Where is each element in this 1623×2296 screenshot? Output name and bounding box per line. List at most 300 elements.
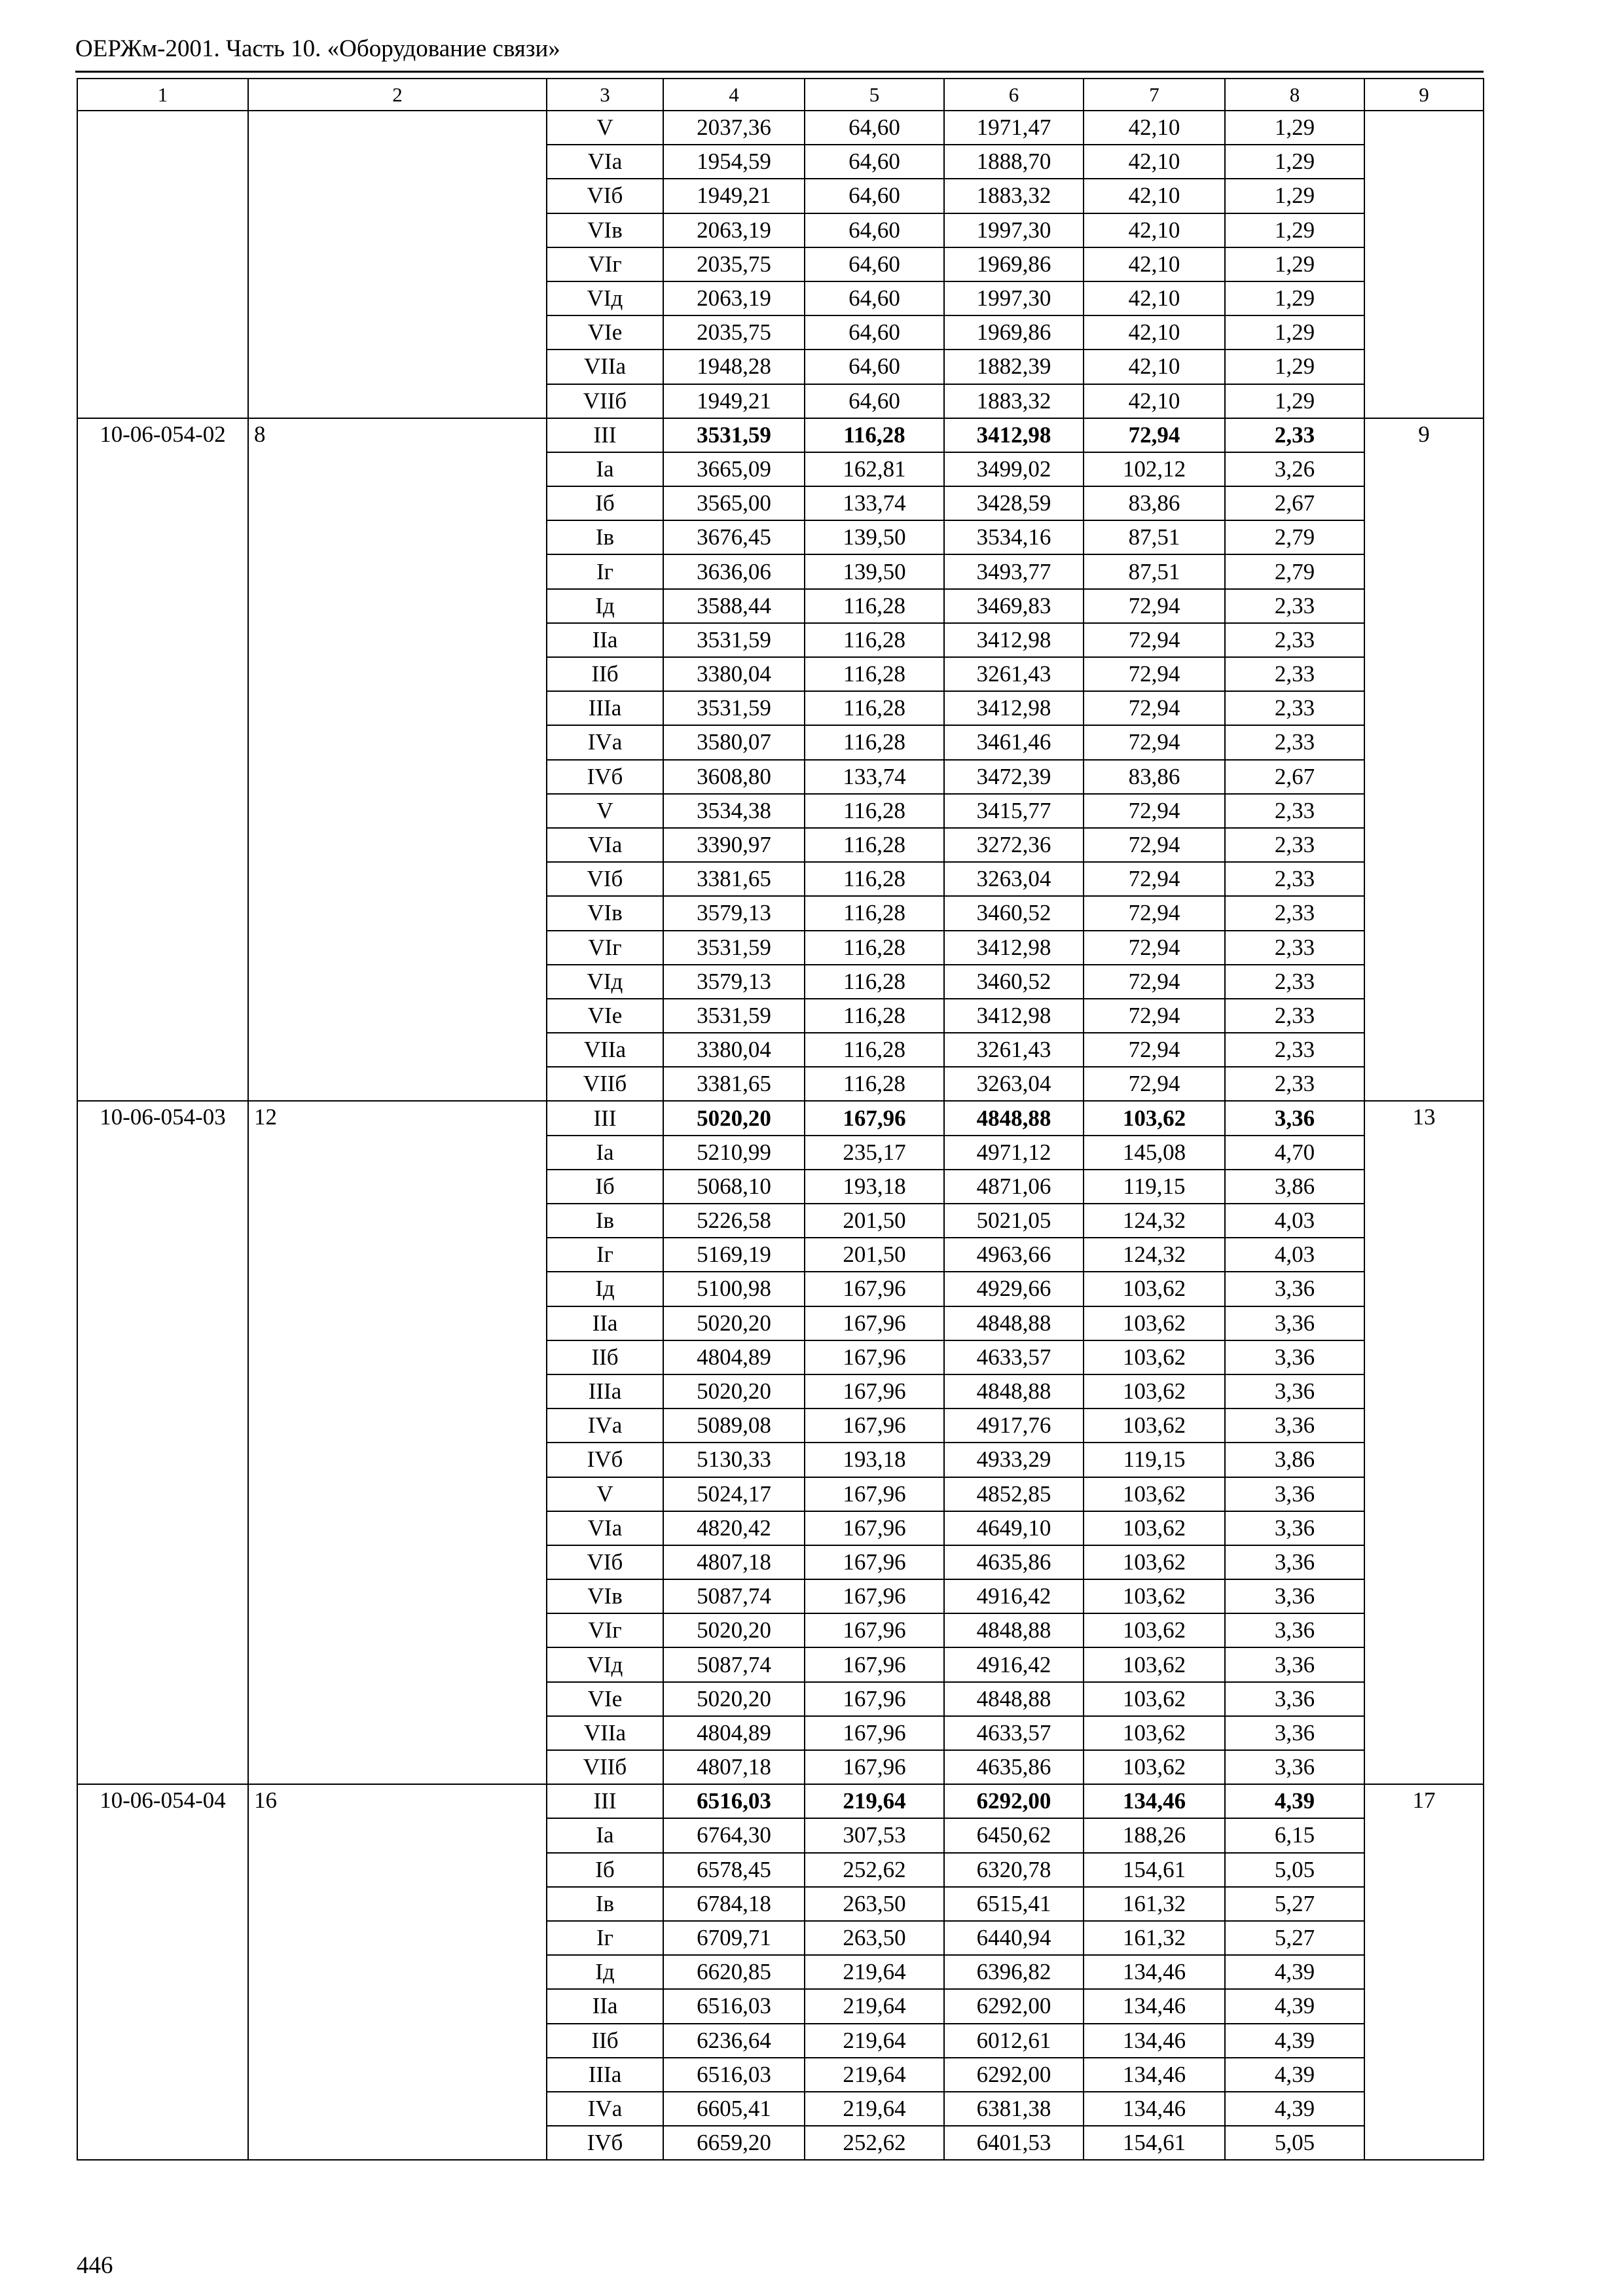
value-cell: 42,10 (1084, 111, 1225, 145)
value-cell: 116,28 (805, 725, 944, 759)
zone-cell: VIе (547, 315, 663, 350)
value-cell: 139,50 (805, 554, 944, 588)
value-cell: 6440,94 (944, 1921, 1084, 1955)
value-cell: 6659,20 (663, 2126, 805, 2160)
value-cell: 6516,03 (663, 2058, 805, 2092)
value-cell: 3412,98 (944, 623, 1084, 657)
column-2-cell (248, 111, 547, 418)
value-cell: 3,36 (1225, 1682, 1364, 1716)
value-cell: 87,51 (1084, 554, 1225, 588)
value-cell: 4,70 (1225, 1136, 1364, 1170)
zone-cell: VIд (547, 281, 663, 315)
value-cell: 6516,03 (663, 1989, 805, 2023)
zone-cell: VIе (547, 999, 663, 1033)
value-cell: 116,28 (805, 794, 944, 828)
value-cell: 1948,28 (663, 350, 805, 384)
value-cell: 3665,09 (663, 452, 805, 486)
value-cell: 3,86 (1225, 1170, 1364, 1204)
value-cell: 103,62 (1084, 1579, 1225, 1613)
zone-cell: VIд (547, 965, 663, 999)
value-cell: 167,96 (805, 1374, 944, 1408)
value-cell: 4635,86 (944, 1750, 1084, 1784)
header-rule (75, 71, 1484, 73)
value-cell: 1,29 (1225, 315, 1364, 350)
value-cell: 2063,19 (663, 213, 805, 247)
zone-cell: Iа (547, 1818, 663, 1852)
value-cell: 2035,75 (663, 315, 805, 350)
value-cell: 2,33 (1225, 1067, 1364, 1101)
value-cell: 124,32 (1084, 1204, 1225, 1238)
value-cell: 72,94 (1084, 965, 1225, 999)
value-cell: 6012,61 (944, 2024, 1084, 2058)
column-number-row (77, 79, 1484, 111)
zone-cell: Iв (547, 520, 663, 554)
value-cell: 1,29 (1225, 350, 1364, 384)
zone-cell: Iг (547, 1238, 663, 1272)
value-cell: 4848,88 (944, 1306, 1084, 1340)
value-cell: 124,32 (1084, 1238, 1225, 1272)
value-cell: 4807,18 (663, 1750, 805, 1784)
value-cell: 3499,02 (944, 452, 1084, 486)
value-cell: 3,36 (1225, 1613, 1364, 1647)
value-cell: 4,39 (1225, 2058, 1364, 2092)
value-cell: 5089,08 (663, 1408, 805, 1443)
value-cell: 3531,59 (663, 418, 805, 452)
value-cell: 3261,43 (944, 1033, 1084, 1067)
value-cell: 1,29 (1225, 213, 1364, 247)
zone-cell: Iд (547, 589, 663, 623)
value-cell: 103,62 (1084, 1306, 1225, 1340)
value-cell: 3588,44 (663, 589, 805, 623)
zone-cell: VIIб (547, 1067, 663, 1101)
value-cell: 4848,88 (944, 1682, 1084, 1716)
value-cell: 4971,12 (944, 1136, 1084, 1170)
value-cell: 134,46 (1084, 2058, 1225, 2092)
zone-cell: Iд (547, 1272, 663, 1306)
value-cell: 3531,59 (663, 691, 805, 725)
value-cell: 83,86 (1084, 760, 1225, 794)
value-cell: 72,94 (1084, 862, 1225, 896)
value-cell: 3381,65 (663, 1067, 805, 1101)
value-cell: 134,46 (1084, 2092, 1225, 2126)
value-cell: 3493,77 (944, 554, 1084, 588)
value-cell: 2,79 (1225, 520, 1364, 554)
value-cell: 4848,88 (944, 1613, 1084, 1647)
zone-cell: VIв (547, 213, 663, 247)
value-cell: 133,74 (805, 760, 944, 794)
value-cell: 252,62 (805, 1853, 944, 1887)
value-cell: 102,12 (1084, 452, 1225, 486)
value-cell: 162,81 (805, 452, 944, 486)
value-cell: 4929,66 (944, 1272, 1084, 1306)
value-cell: 154,61 (1084, 2126, 1225, 2160)
value-cell: 2,33 (1225, 931, 1364, 965)
value-cell: 5020,20 (663, 1682, 805, 1716)
value-cell: 64,60 (805, 145, 944, 179)
value-cell: 119,15 (1084, 1170, 1225, 1204)
value-cell: 3,36 (1225, 1340, 1364, 1374)
value-cell: 6515,41 (944, 1887, 1084, 1921)
value-cell: 4633,57 (944, 1716, 1084, 1750)
value-cell: 3469,83 (944, 589, 1084, 623)
value-cell: 5024,17 (663, 1477, 805, 1511)
value-cell: 5100,98 (663, 1272, 805, 1306)
value-cell: 3,36 (1225, 1306, 1364, 1340)
value-cell: 103,62 (1084, 1511, 1225, 1545)
value-cell: 4916,42 (944, 1579, 1084, 1613)
value-cell: 72,94 (1084, 896, 1225, 930)
column-9-cell: 17 (1364, 1784, 1484, 2160)
value-cell: 3,26 (1225, 452, 1364, 486)
value-cell: 263,50 (805, 1921, 944, 1955)
value-cell: 3261,43 (944, 657, 1084, 691)
value-cell: 42,10 (1084, 179, 1225, 213)
zone-cell: VIе (547, 1682, 663, 1716)
value-cell: 103,62 (1084, 1647, 1225, 1681)
zone-cell: VIа (547, 1511, 663, 1545)
value-cell: 72,94 (1084, 725, 1225, 759)
value-cell: 4963,66 (944, 1238, 1084, 1272)
value-cell: 161,32 (1084, 1887, 1225, 1921)
zone-cell: IIIа (547, 691, 663, 725)
value-cell: 116,28 (805, 623, 944, 657)
column-number-5: 5 (805, 79, 944, 111)
zone-cell: IVа (547, 1408, 663, 1443)
zone-cell: IVб (547, 2126, 663, 2160)
value-cell: 3412,98 (944, 931, 1084, 965)
value-cell: 201,50 (805, 1238, 944, 1272)
value-cell: 3636,06 (663, 554, 805, 588)
value-cell: 5226,58 (663, 1204, 805, 1238)
value-cell: 6578,45 (663, 1853, 805, 1887)
zone-cell: VIг (547, 931, 663, 965)
zone-cell: IIIа (547, 1374, 663, 1408)
resource-code-cell: 10-06-054-02 (77, 418, 248, 1102)
value-cell: 3,36 (1225, 1374, 1364, 1408)
value-cell: 64,60 (805, 315, 944, 350)
value-cell: 116,28 (805, 862, 944, 896)
value-cell: 116,28 (805, 1067, 944, 1101)
value-cell: 3,36 (1225, 1750, 1364, 1784)
value-cell: 3580,07 (663, 725, 805, 759)
value-cell: 42,10 (1084, 384, 1225, 418)
value-cell: 1969,86 (944, 247, 1084, 281)
value-cell: 167,96 (805, 1340, 944, 1374)
value-cell: 1,29 (1225, 384, 1364, 418)
column-number-8: 8 (1225, 79, 1364, 111)
value-cell: 72,94 (1084, 1033, 1225, 1067)
value-cell: 103,62 (1084, 1101, 1225, 1135)
value-cell: 5210,99 (663, 1136, 805, 1170)
column-2-cell: 12 (248, 1101, 547, 1784)
value-cell: 103,62 (1084, 1477, 1225, 1511)
value-cell: 6450,62 (944, 1818, 1084, 1852)
value-cell: 116,28 (805, 589, 944, 623)
value-cell: 193,18 (805, 1443, 944, 1477)
value-cell: 6620,85 (663, 1955, 805, 1989)
value-cell: 116,28 (805, 931, 944, 965)
value-cell: 3263,04 (944, 1067, 1084, 1101)
value-cell: 72,94 (1084, 828, 1225, 862)
zone-cell: Iа (547, 1136, 663, 1170)
value-cell: 6,15 (1225, 1818, 1364, 1852)
value-cell: 3,36 (1225, 1545, 1364, 1579)
value-cell: 5087,74 (663, 1647, 805, 1681)
value-cell: 6605,41 (663, 2092, 805, 2126)
value-cell: 4804,89 (663, 1340, 805, 1374)
value-cell: 3534,38 (663, 794, 805, 828)
value-cell: 4804,89 (663, 1716, 805, 1750)
zone-cell: VIг (547, 1613, 663, 1647)
value-cell: 5020,20 (663, 1306, 805, 1340)
resource-code-cell (77, 111, 248, 418)
value-cell: 2,33 (1225, 657, 1364, 691)
table-row (77, 1101, 1484, 1135)
zone-cell: VIIб (547, 1750, 663, 1784)
value-cell: 3608,80 (663, 760, 805, 794)
value-cell: 3380,04 (663, 657, 805, 691)
value-cell: 6516,03 (663, 1784, 805, 1818)
value-cell: 154,61 (1084, 1853, 1225, 1887)
value-cell: 3381,65 (663, 862, 805, 896)
value-cell: 64,60 (805, 179, 944, 213)
value-cell: 2037,36 (663, 111, 805, 145)
zone-cell: VIг (547, 247, 663, 281)
zone-cell: Iг (547, 1921, 663, 1955)
value-cell: 2,33 (1225, 725, 1364, 759)
value-cell: 4,03 (1225, 1238, 1364, 1272)
value-cell: 4933,29 (944, 1443, 1084, 1477)
value-cell: 3565,00 (663, 486, 805, 520)
zone-cell: IIIа (547, 2058, 663, 2092)
value-cell: 5,27 (1225, 1921, 1364, 1955)
resource-code-cell: 10-06-054-03 (77, 1101, 248, 1784)
zone-cell: III (547, 1784, 663, 1818)
value-cell: 3,36 (1225, 1716, 1364, 1750)
column-number-2: 2 (248, 79, 547, 111)
zone-cell: IVа (547, 2092, 663, 2126)
value-cell: 2,33 (1225, 418, 1364, 452)
value-cell: 6709,71 (663, 1921, 805, 1955)
value-cell: 2,33 (1225, 691, 1364, 725)
value-cell: 219,64 (805, 2058, 944, 2092)
value-cell: 3,36 (1225, 1408, 1364, 1443)
value-cell: 116,28 (805, 828, 944, 862)
page-number: 446 (77, 2252, 113, 2279)
zone-cell: III (547, 418, 663, 452)
value-cell: 103,62 (1084, 1750, 1225, 1784)
value-cell: 116,28 (805, 1033, 944, 1067)
value-cell: 64,60 (805, 111, 944, 145)
value-cell: 64,60 (805, 350, 944, 384)
value-cell: 6764,30 (663, 1818, 805, 1852)
value-cell: 5087,74 (663, 1579, 805, 1613)
value-cell: 64,60 (805, 247, 944, 281)
column-9-cell (1364, 111, 1484, 418)
value-cell: 4,03 (1225, 1204, 1364, 1238)
value-cell: 2063,19 (663, 281, 805, 315)
value-cell: 3,36 (1225, 1579, 1364, 1613)
value-cell: 235,17 (805, 1136, 944, 1170)
value-cell: 219,64 (805, 2092, 944, 2126)
value-cell: 5021,05 (944, 1204, 1084, 1238)
value-cell: 1949,21 (663, 384, 805, 418)
value-cell: 167,96 (805, 1613, 944, 1647)
value-cell: 5,05 (1225, 1853, 1364, 1887)
value-cell: 4,39 (1225, 2024, 1364, 2058)
value-cell: 6292,00 (944, 1784, 1084, 1818)
value-cell: 2,67 (1225, 486, 1364, 520)
rates-table (77, 78, 1484, 2161)
value-cell: 72,94 (1084, 999, 1225, 1033)
value-cell: 3380,04 (663, 1033, 805, 1067)
zone-cell: V (547, 794, 663, 828)
value-cell: 167,96 (805, 1101, 944, 1135)
value-cell: 3263,04 (944, 862, 1084, 896)
value-cell: 103,62 (1084, 1408, 1225, 1443)
zone-cell: VIв (547, 896, 663, 930)
value-cell: 87,51 (1084, 520, 1225, 554)
value-cell: 42,10 (1084, 315, 1225, 350)
value-cell: 4852,85 (944, 1477, 1084, 1511)
value-cell: 167,96 (805, 1682, 944, 1716)
value-cell: 4848,88 (944, 1374, 1084, 1408)
value-cell: 4633,57 (944, 1340, 1084, 1374)
value-cell: 103,62 (1084, 1682, 1225, 1716)
value-cell: 3676,45 (663, 520, 805, 554)
value-cell: 42,10 (1084, 247, 1225, 281)
value-cell: 72,94 (1084, 931, 1225, 965)
value-cell: 6396,82 (944, 1955, 1084, 1989)
zone-cell: Iв (547, 1887, 663, 1921)
value-cell: 193,18 (805, 1170, 944, 1204)
value-cell: 116,28 (805, 999, 944, 1033)
value-cell: 2,33 (1225, 1033, 1364, 1067)
value-cell: 167,96 (805, 1647, 944, 1681)
column-2-cell: 16 (248, 1784, 547, 2160)
value-cell: 64,60 (805, 281, 944, 315)
value-cell: 3460,52 (944, 896, 1084, 930)
value-cell: 219,64 (805, 1955, 944, 1989)
value-cell: 4848,88 (944, 1101, 1084, 1135)
value-cell: 5169,19 (663, 1238, 805, 1272)
zone-cell: IVа (547, 725, 663, 759)
value-cell: 3531,59 (663, 931, 805, 965)
zone-cell: VIб (547, 179, 663, 213)
value-cell: 4,39 (1225, 1955, 1364, 1989)
value-cell: 2,33 (1225, 896, 1364, 930)
resource-code-cell: 10-06-054-04 (77, 1784, 248, 2160)
value-cell: 4,39 (1225, 1784, 1364, 1818)
value-cell: 2,33 (1225, 794, 1364, 828)
value-cell: 72,94 (1084, 623, 1225, 657)
value-cell: 167,96 (805, 1579, 944, 1613)
value-cell: 3531,59 (663, 999, 805, 1033)
zone-cell: IIа (547, 1306, 663, 1340)
column-9-cell: 13 (1364, 1101, 1484, 1784)
value-cell: 5020,20 (663, 1101, 805, 1135)
zone-cell: IVб (547, 760, 663, 794)
zone-cell: Iб (547, 1170, 663, 1204)
zone-cell: Iб (547, 1853, 663, 1887)
value-cell: 3,36 (1225, 1101, 1364, 1135)
value-cell: 6381,38 (944, 2092, 1084, 2126)
value-cell: 4820,42 (663, 1511, 805, 1545)
table-row (77, 111, 1484, 145)
zone-cell: VIб (547, 862, 663, 896)
table-row (77, 418, 1484, 452)
value-cell: 1997,30 (944, 281, 1084, 315)
zone-cell: Iб (547, 486, 663, 520)
value-cell: 167,96 (805, 1716, 944, 1750)
value-cell: 103,62 (1084, 1613, 1225, 1647)
value-cell: 3534,16 (944, 520, 1084, 554)
value-cell: 1,29 (1225, 281, 1364, 315)
value-cell: 6320,78 (944, 1853, 1084, 1887)
value-cell: 219,64 (805, 2024, 944, 2058)
value-cell: 3412,98 (944, 691, 1084, 725)
value-cell: 4635,86 (944, 1545, 1084, 1579)
value-cell: 1883,32 (944, 384, 1084, 418)
value-cell: 188,26 (1084, 1818, 1225, 1852)
zone-cell: VIа (547, 145, 663, 179)
value-cell: 1,29 (1225, 179, 1364, 213)
value-cell: 116,28 (805, 657, 944, 691)
zone-cell: VIIа (547, 1033, 663, 1067)
value-cell: 1,29 (1225, 111, 1364, 145)
value-cell: 6292,00 (944, 1989, 1084, 2023)
value-cell: 3272,36 (944, 828, 1084, 862)
zone-cell: Iг (547, 554, 663, 588)
value-cell: 72,94 (1084, 1067, 1225, 1101)
value-cell: 3428,59 (944, 486, 1084, 520)
column-number-9: 9 (1364, 79, 1484, 111)
value-cell: 3,36 (1225, 1511, 1364, 1545)
value-cell: 2,33 (1225, 862, 1364, 896)
value-cell: 1949,21 (663, 179, 805, 213)
value-cell: 167,96 (805, 1272, 944, 1306)
zone-cell: III (547, 1101, 663, 1135)
value-cell: 1882,39 (944, 350, 1084, 384)
zone-cell: VIа (547, 828, 663, 862)
value-cell: 4649,10 (944, 1511, 1084, 1545)
column-number-7: 7 (1084, 79, 1225, 111)
value-cell: 167,96 (805, 1750, 944, 1784)
value-cell: 1997,30 (944, 213, 1084, 247)
value-cell: 3461,46 (944, 725, 1084, 759)
value-cell: 42,10 (1084, 213, 1225, 247)
value-cell: 72,94 (1084, 589, 1225, 623)
value-cell: 64,60 (805, 213, 944, 247)
value-cell: 4,39 (1225, 1989, 1364, 2023)
value-cell: 1971,47 (944, 111, 1084, 145)
zone-cell: VIIб (547, 384, 663, 418)
column-number-6: 6 (944, 79, 1084, 111)
zone-cell: VIв (547, 1579, 663, 1613)
value-cell: 3412,98 (944, 418, 1084, 452)
value-cell: 5020,20 (663, 1613, 805, 1647)
zone-cell: V (547, 1477, 663, 1511)
value-cell: 161,32 (1084, 1921, 1225, 1955)
zone-cell: Iв (547, 1204, 663, 1238)
value-cell: 2,79 (1225, 554, 1364, 588)
column-number-1: 1 (77, 79, 248, 111)
value-cell: 42,10 (1084, 350, 1225, 384)
value-cell: 139,50 (805, 520, 944, 554)
value-cell: 4916,42 (944, 1647, 1084, 1681)
value-cell: 3,36 (1225, 1272, 1364, 1306)
value-cell: 219,64 (805, 1989, 944, 2023)
